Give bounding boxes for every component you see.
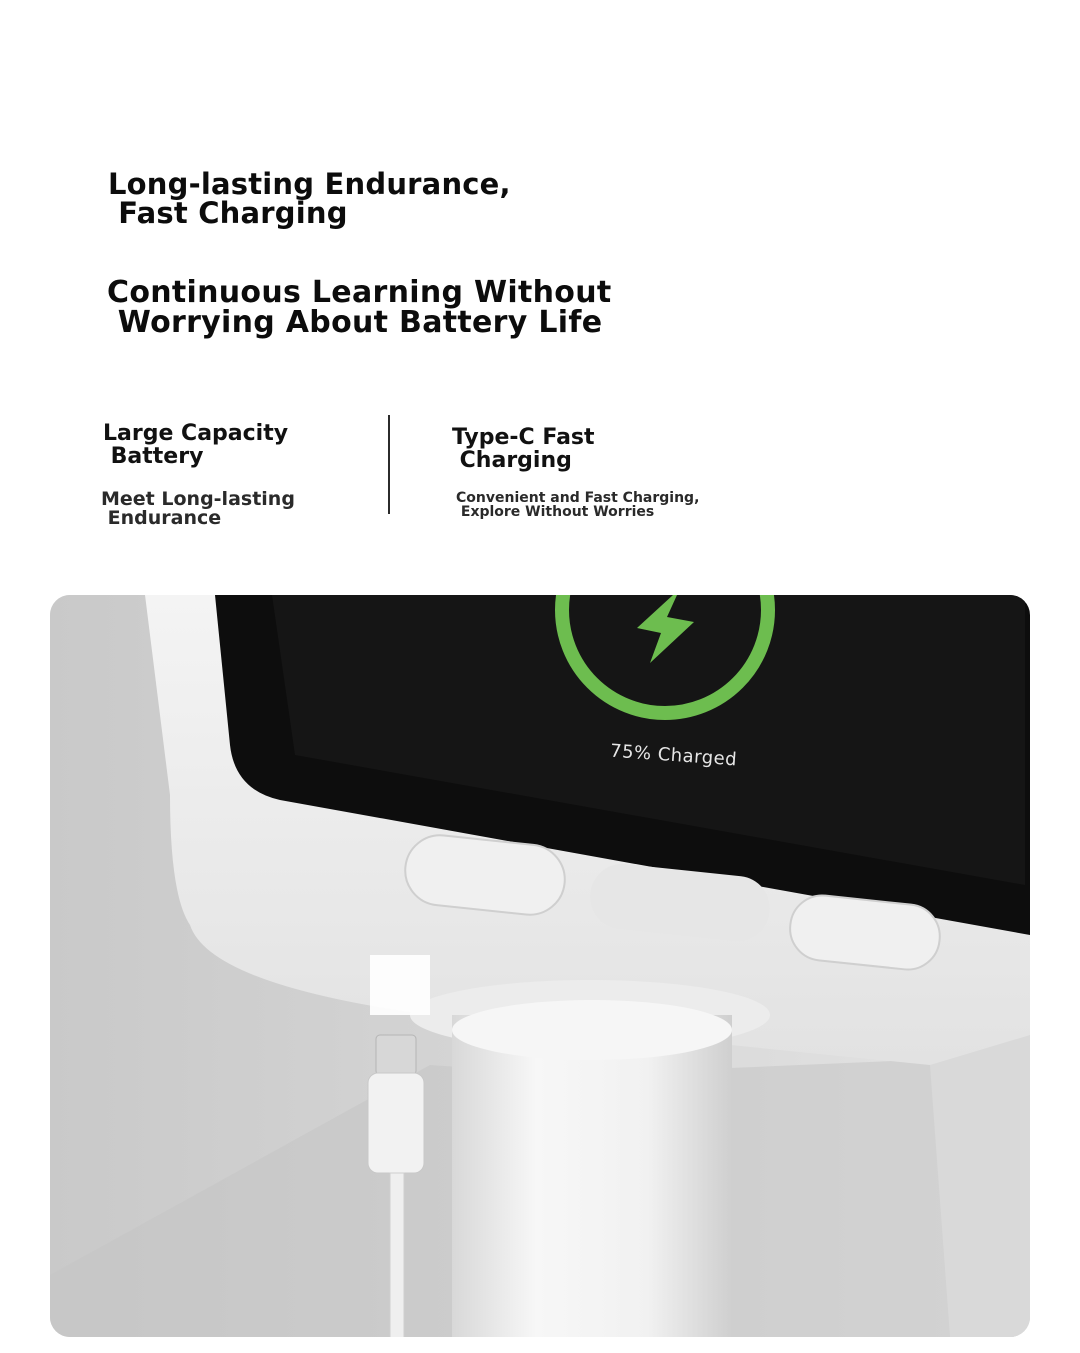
device-illustration — [50, 595, 1030, 1337]
feature-title: Large Capacity Battery — [103, 421, 289, 469]
headline-continuous-learning: Continuous Learning Without Worrying About Battery Life — [107, 275, 612, 340]
feature-divider — [388, 415, 390, 514]
feature-title: Type-C Fast Charging — [452, 425, 595, 473]
device-stand — [452, 1015, 732, 1337]
usb-cable — [390, 1173, 404, 1337]
screen-charge-status: 75% Charged — [609, 740, 738, 771]
feature-subtitle: Meet Long-lasting Endurance — [101, 488, 295, 529]
device-charging-photo — [50, 595, 1030, 1337]
usb-c-plug — [368, 1073, 424, 1173]
headline-fast-charging: Long-lasting Endurance, Fast Charging — [108, 167, 511, 230]
feature-subtitle: Convenient and Fast Charging, Explore Without Worries — [456, 490, 700, 520]
